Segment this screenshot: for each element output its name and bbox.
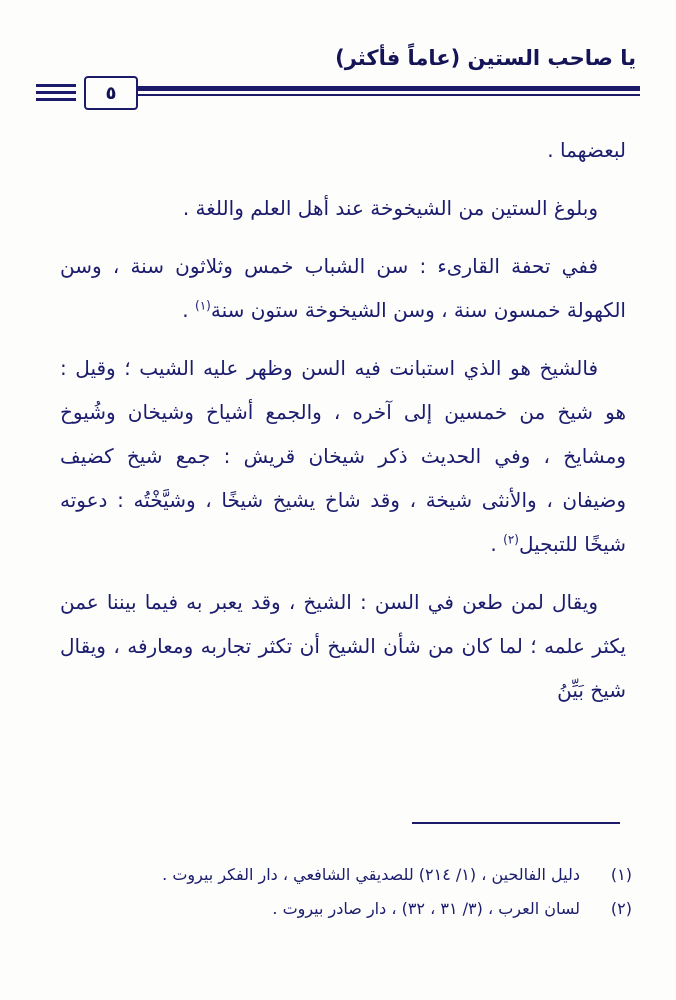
page-number-box [84,76,138,110]
header-rule-thick [136,86,640,91]
footnote-number: (١) [610,865,632,884]
header-dash [36,91,76,94]
header-dash [36,84,76,87]
footnote-number: (٢) [610,899,632,918]
footnote-item [40,892,632,926]
header-dash [36,98,76,101]
footnote-separator [412,822,620,824]
footnote-text: دليل الفالحين ، (١/ ٢١٤) للصديقي الشافعي ، دار الفكر بيروت . [162,865,580,884]
paragraph-5-text: ويقال لمن طعن في السن : الشيخ ، وقد يعبر به فيما بيننا عمن يكثر علمه ؛ لما كان من شأن الشيخ أن تكثر تجاربه ومعارفه ، ويقال شيخ بَيِّنُ [60,590,626,702]
footnotes [40,858,632,926]
paragraph-4-end: . [490,532,504,556]
paragraph-1 [60,128,626,172]
footnote-text: لسان العرب ، (٣/ ٣١ ، ٣٢) ، دار صادر بيروت . [272,899,580,918]
footnote-ref-1: (١) [195,298,211,313]
paragraph-2 [60,186,626,230]
paragraph-4 [60,346,626,566]
paragraph-3 [60,244,626,332]
paragraph-3-end: . [182,298,196,322]
page-header [28,40,640,116]
body-text [60,128,626,726]
footnote-ref-2: (٢) [503,532,519,547]
paragraph-2-text: وبلوغ الستين من الشيخوخة عند أهل العلم واللغة . [182,196,598,220]
paragraph-5 [60,580,626,712]
page-number: ٥ [105,82,117,104]
paragraph-1-text: لبعضهما . [547,138,626,162]
running-title: يا صاحب الستين (عاماً فأكثر) [335,46,636,70]
footnote-item [40,858,632,892]
paragraph-3-text: ففي تحفة القارىء : سن الشباب خمس وثلاثون سنة ، وسن الكهولة خمسون سنة ، وسن الشيخوخة ستون سنة [60,254,626,322]
header-rule-thin [136,94,640,96]
paragraph-4-text: فالشيخ هو الذي استبانت فيه السن وظهر عليه الشيب ؛ وقيل : هو شيخ من خمسين إلى آخره ، والجمع أشياخ وشيخان وشُيوخ ومشايخ ، وفي الحديث ذكر شيخان قريش : جمع شيخ كضيف وضيفان ، والأنثى شيخة ، وقد شاخ يشيخ شيخًا ، وشيَّخْتُه : دعوته شيخًا للتبجيل [60,356,626,556]
